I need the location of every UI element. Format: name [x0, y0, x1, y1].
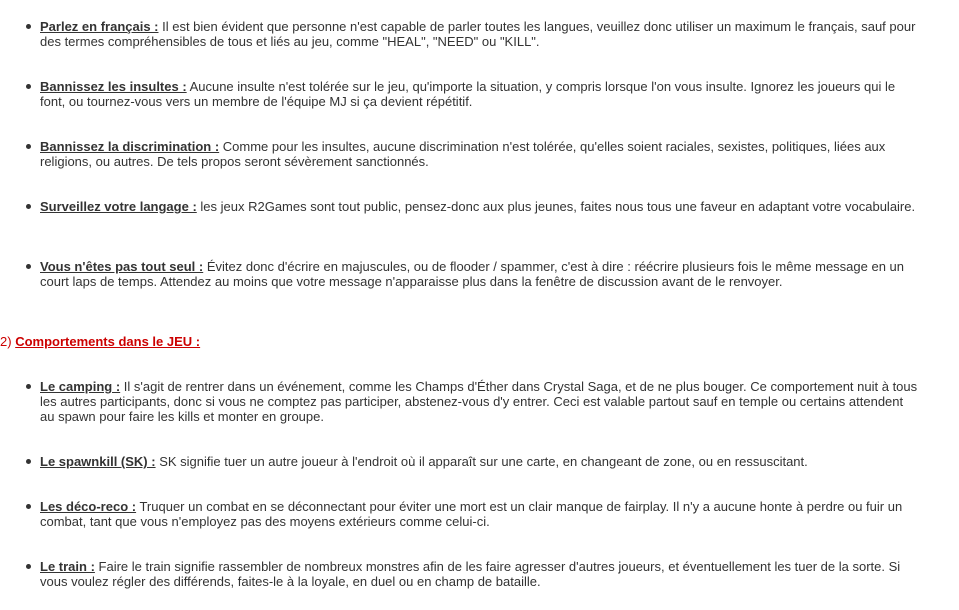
- list-item: [40, 259, 920, 289]
- rule-text: Faire le train signifie rassembler de nombreux monstres afin de les faire agresser d'autres joueurs, et éventuellement les tuer de la sorte. Si vous voulez régler des différends, faites-le à la loyale, en duel ou en champ de bataille.: [40, 559, 901, 589]
- bullet-icon: [26, 204, 31, 209]
- list-item: [40, 199, 920, 214]
- rule-term: Le spawnkill (SK) :: [40, 454, 156, 469]
- list-item: [40, 19, 920, 49]
- rule-term: Le camping :: [40, 379, 121, 394]
- bullet-icon: [26, 384, 31, 389]
- bullet-icon: [26, 144, 31, 149]
- rule-text: Truquer un combat en se déconnectant pour éviter une mort est un clair manque de fairplay. Il n'y a aucune honte à perdre ou fuir un combat, tant que vous n'employez pas des moyens extérieurs comme celui-ci.: [40, 499, 903, 529]
- rule-term: Vous n'êtes pas tout seul :: [40, 259, 204, 274]
- rule-text: Aucune insulte n'est tolérée sur le jeu, qu'importe la situation, y compris lorsque l'on vous insulte. Ignorez les joueurs qui le font, ou tournez-vous vers un membre de l'équipe MJ si ça devient répétitif.: [40, 79, 896, 109]
- rule-term: Bannissez les insultes :: [40, 79, 187, 94]
- rule-text: Il est bien évident que personne n'est capable de parler toutes les langues, veuillez donc utiliser un maximum le français, sauf pour des termes compréhensibles de tous et liés au jeu, comme "HEAL", "NEED" ou "KILL".: [40, 19, 916, 49]
- list-item: [40, 454, 920, 469]
- bullet-icon: [26, 24, 31, 29]
- list-item: [40, 79, 920, 109]
- rule-term: Les déco-reco :: [40, 499, 137, 514]
- rule-text: SK signifie tuer un autre joueur à l'endroit où il apparaît sur une carte, en changeant de zone, ou en ressuscitant.: [155, 454, 808, 469]
- list-item: [40, 379, 920, 424]
- rule-text: Évitez donc d'écrire en majuscules, ou de flooder / spammer, c'est à dire : réécrire plusieurs fois le même message en un court laps de temps. Attendez au moins que votre message n'apparaisse plus dans la fenêtre de discussion avant de le renvoyer.: [40, 259, 905, 289]
- bullet-icon: [26, 84, 31, 89]
- section-heading: [0, 334, 200, 349]
- list-item: [40, 139, 920, 169]
- section-number: 2): [0, 334, 12, 349]
- bullet-icon: [26, 564, 31, 569]
- rule-text: Comme pour les insultes, aucune discrimination n'est tolérée, qu'elles soient raciales, sexistes, politiques, liées aux religions, ou autres. De tels propos seront sévèrement sanctionnés.: [40, 139, 886, 169]
- rule-term: Surveillez votre langage :: [40, 199, 197, 214]
- bullet-icon: [26, 264, 31, 269]
- rule-term: Le train :: [40, 559, 95, 574]
- list-item: [40, 559, 920, 589]
- rule-term: Bannissez la discrimination :: [40, 139, 220, 154]
- rule-text: Il s'agit de rentrer dans un événement, comme les Champs d'Éther dans Crystal Saga, et de ne plus bouger. Ce comportement nuit à tous les autres participants, donc si vous ne comptez pas participer, abstenez-vous d'y entrer. Ceci est valable partout sauf en temple ou certains attendent au spawn pour faire les kills et monter en groupe.: [40, 379, 918, 424]
- rule-term: Parlez en français :: [40, 19, 159, 34]
- bullet-icon: [26, 504, 31, 509]
- rule-text: les jeux R2Games sont tout public, pensez-donc aux plus jeunes, faites nous tous une faveur en adaptant votre vocabulaire.: [196, 199, 916, 214]
- bullet-icon: [26, 459, 31, 464]
- section-title: Comportements dans le JEU :: [15, 334, 201, 349]
- list-item: [40, 499, 920, 529]
